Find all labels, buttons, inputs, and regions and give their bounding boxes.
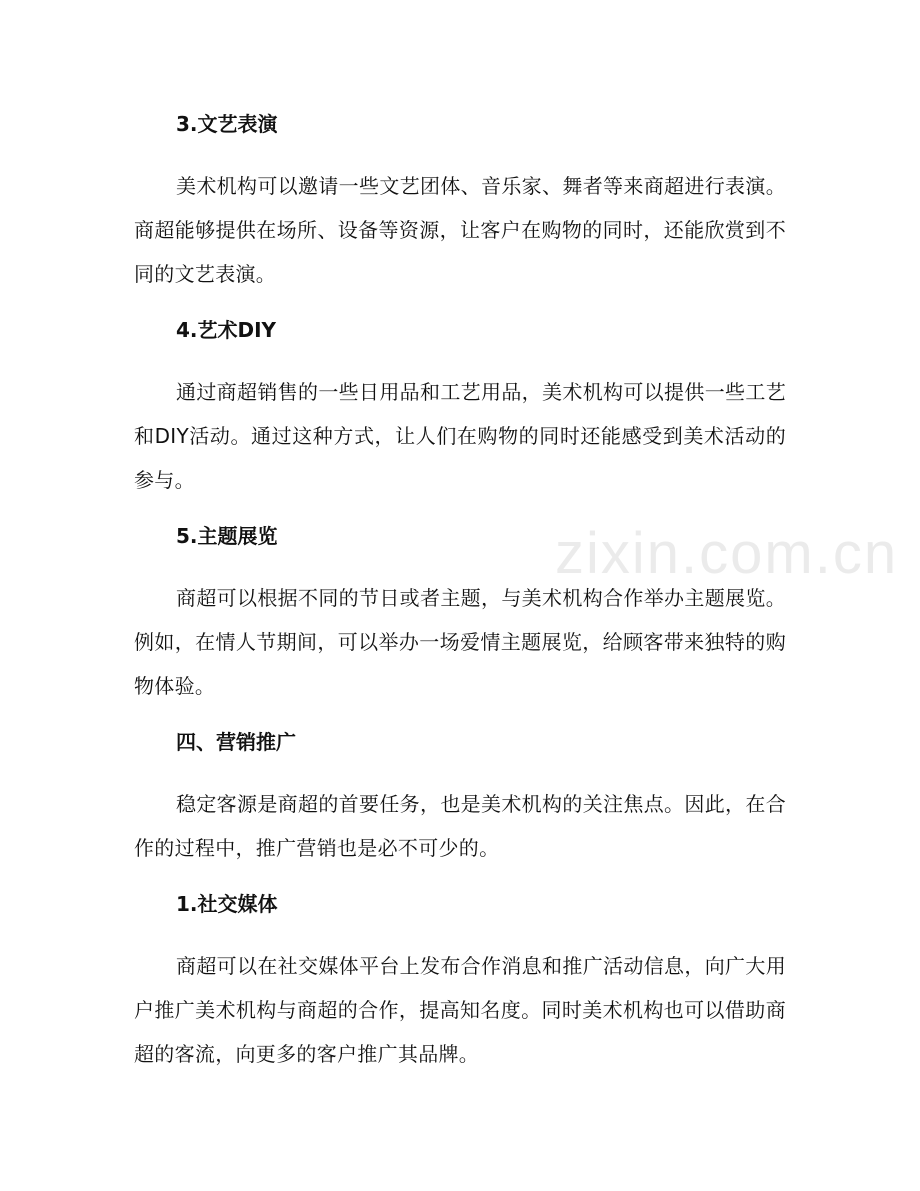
section-heading: 四、营销推广 [176, 730, 296, 754]
section-heading: 1.社交媒体 [176, 892, 278, 916]
watermark: zixin.com.cn [555, 521, 899, 586]
section-heading: 5.主题展览 [176, 524, 278, 548]
section-paragraph: 通过商超销售的一些日用品和工艺用品，美术机构可以提供一些工艺和DIY活动。通过这种方式，让人们在购物的同时还能感受到美术活动的参与。 [134, 380, 786, 492]
section-paragraph: 稳定客源是商超的首要任务，也是美术机构的关注焦点。因此，在合作的过程中，推广营销也是必不可少的。 [134, 792, 786, 860]
document-body [134, 104, 786, 1076]
section-heading: 4.艺术DIY [176, 318, 277, 342]
section-heading: 3.文艺表演 [176, 112, 278, 136]
section-paragraph: 商超可以在社交媒体平台上发布合作消息和推广活动信息，向广大用户推广美术机构与商超的合作，提高知名度。同时美术机构也可以借助商超的客流，向更多的客户推广其品牌。 [134, 954, 786, 1066]
section-paragraph: 商超可以根据不同的节日或者主题，与美术机构合作举办主题展览。例如，在情人节期间，可以举办一场爱情主题展览，给顾客带来独特的购物体验。 [134, 586, 786, 698]
section-paragraph: 美术机构可以邀请一些文艺团体、音乐家、舞者等来商超进行表演。商超能够提供在场所、设备等资源，让客户在购物的同时，还能欣赏到不同的文艺表演。 [134, 174, 786, 286]
